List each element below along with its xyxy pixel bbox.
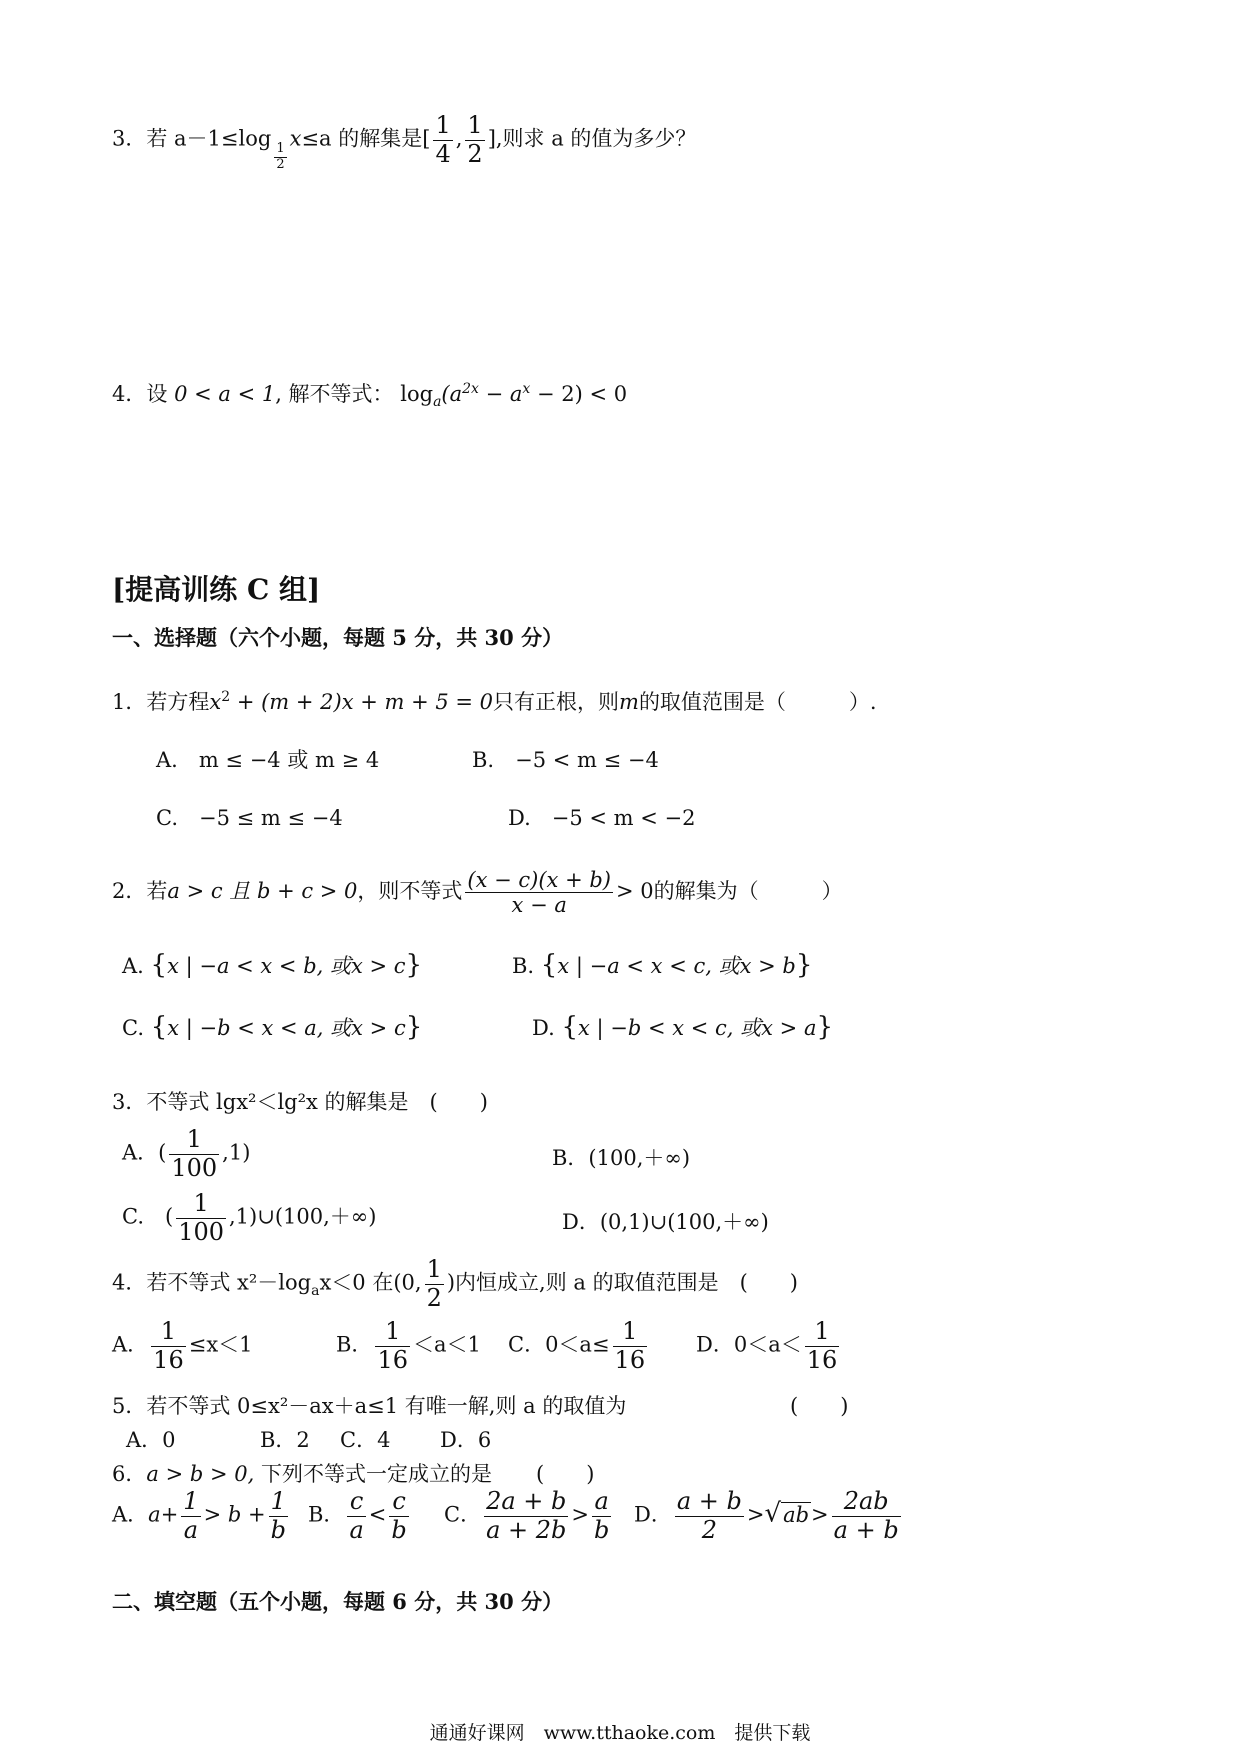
c1-stem-b: 只有正根，则 bbox=[493, 690, 620, 714]
c4-stem-c: )内恒成立,则 a 的取值范围是 ( ) bbox=[446, 1270, 798, 1295]
c5-stem: 5．若不等式 0≤x²－ax＋a≤1 有唯一解,则 a 的取值为 bbox=[112, 1394, 627, 1418]
c6-c-f1-den: a + 2b bbox=[486, 1515, 567, 1544]
c6-d-f2-num: 2ab bbox=[832, 1488, 901, 1517]
q4-body-b: − a bbox=[478, 382, 523, 406]
q3-suffix: ],则求 a 的值为多少？ bbox=[487, 126, 697, 151]
c5-paren: ( ) bbox=[790, 1394, 849, 1418]
q3-fraction-2 bbox=[465, 112, 484, 168]
c3-a-label: A．( bbox=[122, 1140, 167, 1165]
c4-option-b bbox=[336, 1318, 481, 1374]
c4-stem-a: 4．若不等式 x²－log bbox=[112, 1270, 312, 1295]
c4-option-d bbox=[696, 1318, 842, 1374]
c3-a-den: 100 bbox=[171, 1153, 218, 1182]
c4-f-num: 1 bbox=[426, 1255, 442, 1283]
c2-c-set: x | −b < x < a, 或x > c bbox=[167, 1016, 406, 1040]
c2-den: x − a bbox=[511, 893, 567, 918]
c6-stem-a: 6． bbox=[112, 1462, 147, 1486]
c4-option-a bbox=[112, 1318, 253, 1374]
c2-stem-a: 2．若 bbox=[112, 879, 168, 904]
c4-a-fraction bbox=[151, 1318, 186, 1374]
c4-a-tail: ≤x＜1 bbox=[188, 1332, 253, 1357]
c6-d-fraction-1 bbox=[675, 1488, 744, 1544]
c3-option-d: D．(0,1)∪(100,＋∞) bbox=[562, 1210, 769, 1234]
c6-a-f1-den: a bbox=[183, 1515, 199, 1544]
c4-stem-b: x＜0 在(0, bbox=[319, 1270, 422, 1295]
c3-c-num: 1 bbox=[176, 1190, 226, 1219]
c3-c-label: C. ( bbox=[122, 1204, 174, 1229]
q3-var: x bbox=[289, 126, 302, 151]
c6-option-c bbox=[444, 1488, 614, 1544]
c4-stem bbox=[112, 1256, 798, 1312]
c2-option-d bbox=[532, 1012, 833, 1042]
c2-a-rbrace: } bbox=[405, 950, 423, 980]
c1-m: m bbox=[619, 690, 639, 714]
c6-d-fraction-2 bbox=[832, 1488, 901, 1544]
c4-d-den: 16 bbox=[806, 1345, 838, 1374]
c2-num: (x − c)(x + b) bbox=[467, 868, 611, 892]
c2-b-set: x | −a < x < c, 或x > b bbox=[557, 954, 796, 978]
q3-f1-num: 1 bbox=[435, 111, 451, 139]
c6-stem bbox=[112, 1458, 492, 1488]
c4-a-den: 16 bbox=[153, 1345, 184, 1374]
c2-stem-d: 的解集为（ ） bbox=[653, 879, 843, 904]
q3-prefix: 3．若 a－1≤ bbox=[112, 126, 239, 151]
c3-a-fraction bbox=[169, 1126, 219, 1182]
c6-condition: a > b > 0, bbox=[146, 1462, 255, 1486]
c6-d-f1-den: 2 bbox=[701, 1515, 717, 1544]
c4-b-den: 16 bbox=[377, 1345, 408, 1374]
c6-d-sqrt: ab bbox=[783, 1502, 810, 1527]
c4-a-label: A． bbox=[112, 1332, 149, 1357]
c2-option-a bbox=[122, 950, 422, 980]
question-4 bbox=[112, 378, 627, 410]
c3-stem: 3．不等式 lgx²＜lg²x 的解集是 ( ) bbox=[112, 1090, 488, 1114]
c6-a-fraction-1 bbox=[181, 1488, 200, 1544]
c2-fraction bbox=[465, 868, 613, 917]
c2-b-rbrace: } bbox=[795, 950, 813, 980]
page-footer: 通通好课网 www.tthaoke.com 提供下载 bbox=[429, 1722, 811, 1744]
c2-b-label: B. bbox=[512, 954, 535, 978]
c4-c-label: C．0＜a≤ bbox=[508, 1332, 610, 1357]
c6-a-fraction-2 bbox=[269, 1488, 288, 1544]
c4-c-den: 16 bbox=[614, 1345, 646, 1374]
c2-a-lbrace: { bbox=[150, 950, 168, 980]
q3-middle: ≤a 的解集是[ bbox=[301, 126, 431, 151]
c1-eq-sup: 2 bbox=[221, 689, 231, 705]
c1-stem-a: 1．若方程 bbox=[112, 690, 210, 714]
c6-b-label: B． bbox=[308, 1502, 345, 1527]
c1-eq-a: x bbox=[209, 690, 222, 714]
c6-a-f2-den: b bbox=[270, 1515, 286, 1544]
c3-c-tail: ,1)∪(100,＋∞) bbox=[229, 1204, 377, 1229]
c1-stem-c: 的取值范围是（ ）. bbox=[638, 690, 877, 714]
part2-heading: 二、填空题（五个小题，每题 6 分，共 30 分） bbox=[112, 1589, 564, 1614]
c3-option-b: B．(100,＋∞) bbox=[552, 1146, 691, 1170]
c6-paren: ( ) bbox=[536, 1462, 595, 1486]
c2-a-label: A. bbox=[122, 954, 144, 978]
q4-exp1: 2x bbox=[462, 381, 479, 397]
c6-a-label: A． bbox=[112, 1502, 149, 1527]
c3-c-den: 100 bbox=[178, 1217, 224, 1246]
c6-c-f2-den: b bbox=[594, 1515, 610, 1544]
c6-a-a: a+ bbox=[148, 1502, 179, 1527]
c6-b-f2-num: c bbox=[389, 1488, 408, 1517]
q3-fraction-1 bbox=[433, 112, 452, 168]
c4-fraction bbox=[425, 1256, 444, 1312]
c2-c-lbrace: { bbox=[150, 1012, 168, 1042]
q4-prefix: 4．设 bbox=[112, 382, 168, 406]
c4-b-num: 1 bbox=[375, 1318, 410, 1347]
c4-d-label: D．0＜a＜ bbox=[696, 1332, 802, 1357]
q4-log-base: a bbox=[433, 394, 442, 411]
q4-exp2: x bbox=[522, 381, 531, 397]
c6-stem-b: 下列不等式一定成立的是 bbox=[254, 1462, 492, 1486]
c2-option-c bbox=[122, 1012, 422, 1042]
q4-mid: , 解不等式： bbox=[275, 382, 394, 406]
c6-b-f1-den: a bbox=[349, 1515, 364, 1544]
c6-b-f2-den: b bbox=[391, 1515, 407, 1544]
c2-c-label: C. bbox=[122, 1016, 144, 1040]
c6-d-label: D． bbox=[634, 1502, 672, 1527]
c6-c-f2-num: a bbox=[592, 1488, 611, 1517]
c6-b-fraction-2 bbox=[389, 1488, 408, 1544]
c5-option-d: D．6 bbox=[440, 1428, 492, 1452]
q3-log-base bbox=[274, 142, 286, 173]
c6-d-sqrt-sign: √ bbox=[764, 1498, 782, 1529]
c2-option-b bbox=[512, 950, 812, 980]
c5-option-c: C．4 bbox=[340, 1428, 391, 1452]
c6-c-label: C． bbox=[444, 1502, 482, 1527]
c3-option-c bbox=[122, 1190, 376, 1246]
c2-d-label: D. bbox=[532, 1016, 555, 1040]
c6-option-d bbox=[634, 1488, 904, 1544]
c1-stem bbox=[112, 686, 877, 716]
c6-d-mid2: > bbox=[811, 1502, 829, 1527]
part1-heading: 一、选择题（六个小题，每题 5 分，共 30 分） bbox=[112, 625, 564, 650]
c1-option-b: B. −5 < m ≤ −4 bbox=[472, 748, 659, 772]
q3-log: log bbox=[238, 126, 272, 151]
q4-body-a: (a bbox=[441, 382, 463, 406]
c4-f-den: 2 bbox=[426, 1283, 442, 1312]
c2-d-set: x | −b < x < c, 或x > a bbox=[578, 1016, 817, 1040]
c6-c-mid: > bbox=[571, 1502, 589, 1527]
c4-log-base: a bbox=[311, 1282, 320, 1299]
c6-a-f2-num: 1 bbox=[269, 1488, 288, 1517]
c6-option-a bbox=[112, 1488, 291, 1544]
c1-option-a: A. m ≤ −4 或 m ≥ 4 bbox=[156, 748, 380, 772]
c6-a-f1-num: 1 bbox=[183, 1487, 199, 1515]
c4-d-fraction bbox=[805, 1318, 840, 1374]
q3-f2-num: 1 bbox=[467, 111, 483, 139]
c6-b-mid: < bbox=[368, 1502, 387, 1527]
q3-base-den: 2 bbox=[276, 156, 285, 172]
c3-a-num: 1 bbox=[169, 1126, 219, 1155]
c6-a-mid: > b + bbox=[203, 1502, 266, 1527]
q4-log: log bbox=[400, 382, 434, 406]
c6-c-fraction-1 bbox=[484, 1488, 568, 1544]
c2-d-lbrace: { bbox=[561, 1012, 578, 1042]
c6-c-fraction-2 bbox=[592, 1488, 611, 1544]
q3-base-num: 1 bbox=[276, 140, 285, 156]
q3-f2-den: 2 bbox=[467, 139, 483, 168]
c4-b-fraction bbox=[375, 1318, 410, 1374]
c4-c-fraction bbox=[613, 1318, 648, 1374]
c2-a-set: x | −a < x < b, 或x > c bbox=[167, 954, 406, 978]
c1-option-c: C. −5 ≤ m ≤ −4 bbox=[156, 806, 343, 830]
c6-b-f1-num: c bbox=[347, 1488, 365, 1517]
c6-c-f1-num: 2a + b bbox=[486, 1487, 567, 1515]
c6-b-fraction-1 bbox=[347, 1488, 365, 1544]
q4-condition: 0 < a < 1 bbox=[174, 382, 276, 406]
c3-c-fraction bbox=[176, 1190, 226, 1246]
c2-stem-b: ，则不等式 bbox=[357, 879, 463, 904]
c6-option-b bbox=[308, 1488, 412, 1544]
c5-option-b: B．2 bbox=[260, 1428, 310, 1452]
c4-b-label: B． bbox=[336, 1332, 373, 1357]
c4-c-num: 1 bbox=[613, 1318, 648, 1347]
c5-option-a: A．0 bbox=[126, 1428, 176, 1452]
c2-condition: a > c 且 b + c > 0 bbox=[167, 879, 358, 904]
q4-body-c: − 2) < 0 bbox=[530, 382, 628, 406]
c2-stem bbox=[112, 868, 843, 917]
c4-a-num: 1 bbox=[151, 1318, 186, 1347]
c2-b-lbrace: { bbox=[540, 950, 558, 980]
c4-d-num: 1 bbox=[805, 1318, 840, 1347]
c3-a-tail: ,1) bbox=[222, 1140, 251, 1165]
c4-b-tail: ＜a＜1 bbox=[412, 1332, 481, 1357]
c2-stem-c: > 0 bbox=[615, 879, 654, 904]
c6-d-mid1: > bbox=[746, 1502, 765, 1527]
q3-comma: , bbox=[455, 126, 463, 151]
question-3 bbox=[112, 112, 696, 173]
c6-d-f2-den: a + b bbox=[833, 1515, 899, 1544]
c2-d-rbrace: } bbox=[816, 1012, 834, 1042]
c3-option-a bbox=[122, 1126, 250, 1182]
q3-f1-den: 4 bbox=[435, 139, 451, 168]
c6-d-f1-num: a + b bbox=[676, 1487, 742, 1515]
section-c-title: [提高训练 C 组] bbox=[112, 573, 321, 606]
c1-option-d: D. −5 < m < −2 bbox=[508, 806, 696, 830]
c1-eq-b: + (m + 2)x + m + 5 = 0 bbox=[230, 690, 494, 714]
c4-option-c bbox=[508, 1318, 650, 1374]
c2-c-rbrace: } bbox=[405, 1012, 423, 1042]
